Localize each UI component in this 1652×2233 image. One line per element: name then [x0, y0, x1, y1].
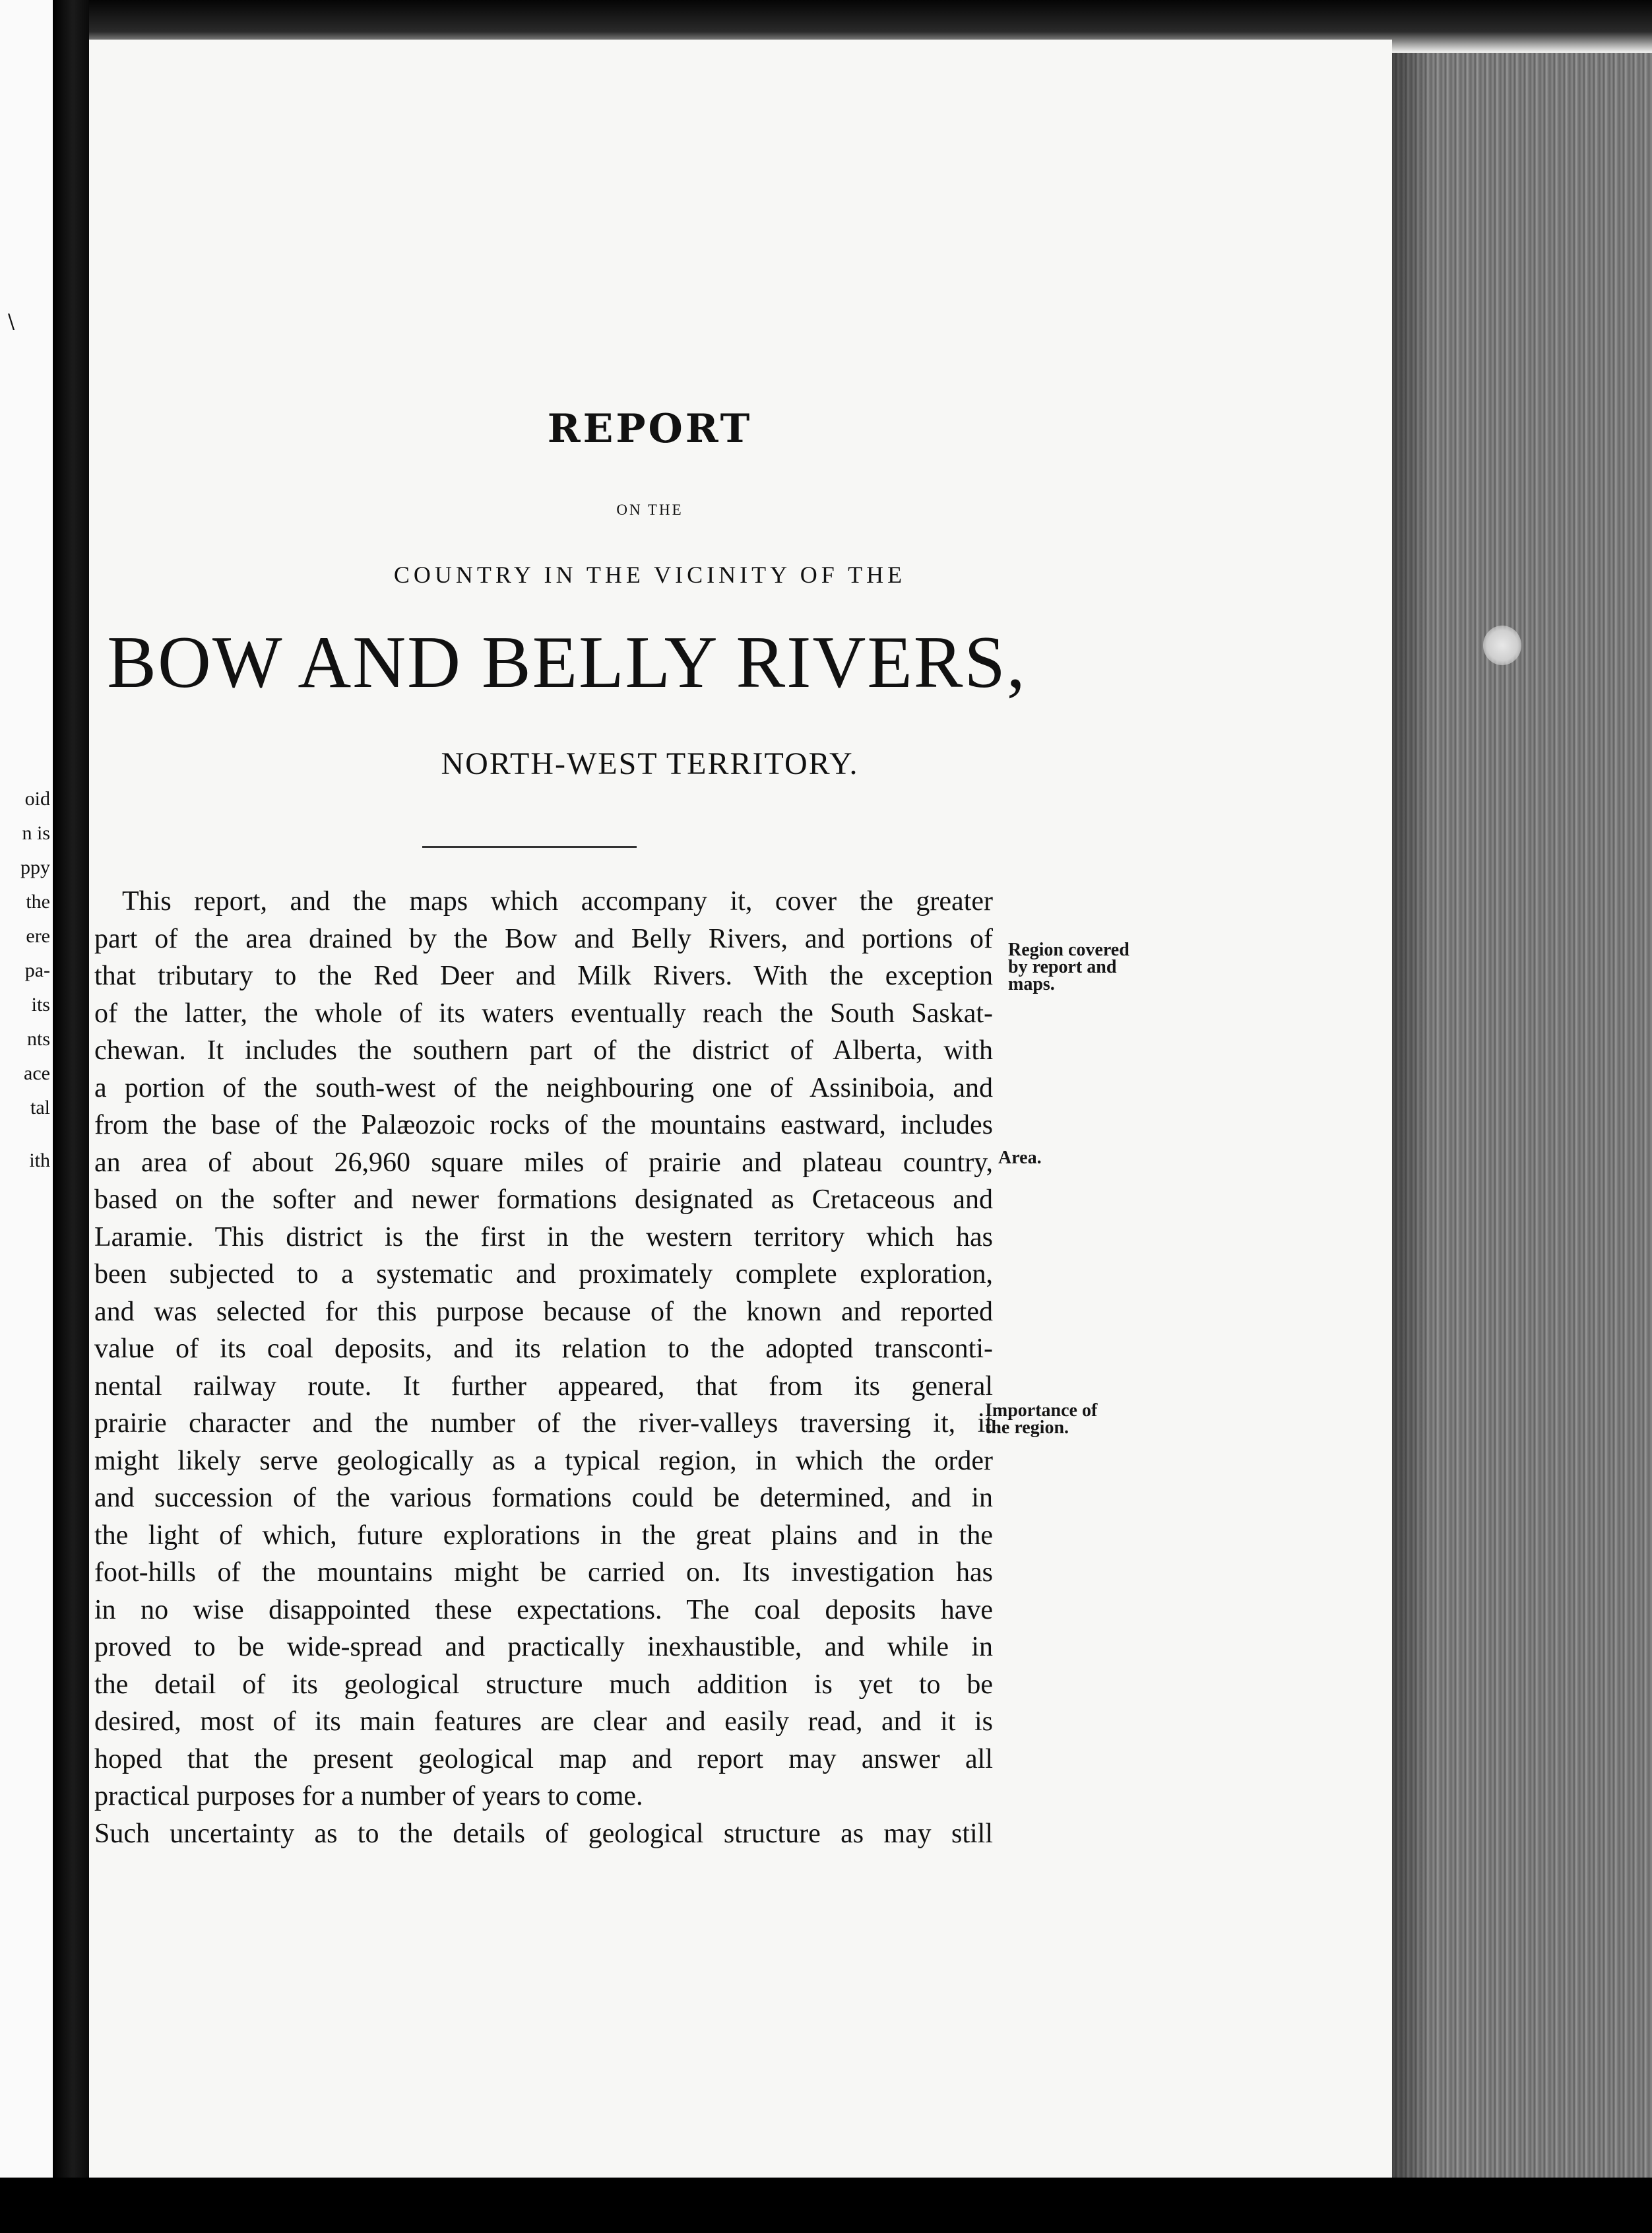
- body-line: that tributary to the Red Deer and Milk Rivers. With the exception: [94, 961, 993, 991]
- margin-note-line: Area.: [998, 1148, 1042, 1168]
- body-line: Such uncertainty as to the details of geological structure as may still: [94, 1818, 993, 1849]
- report-heading: REPORT: [547, 406, 753, 452]
- scan-bottom-border: [0, 2178, 1652, 2233]
- body-line: part of the area drained by the Bow and Belly Rivers, and portions of: [94, 923, 993, 954]
- body-line: been subjected to a systematic and proximately complete exploration,: [94, 1259, 993, 1289]
- previous-page-fragment: oid: [24, 788, 50, 810]
- previous-page-fragment: nts: [26, 1028, 50, 1050]
- margin-note-region: [1008, 942, 1129, 993]
- margin-note-line: maps.: [1008, 974, 1055, 994]
- body-line: from the base of the Palæozoic rocks of the mountains eastward, includes: [94, 1110, 993, 1140]
- previous-page-fragment: ace: [24, 1062, 50, 1084]
- body-line: the light of which, future explorations in the great plains and in the: [94, 1520, 993, 1551]
- body-line: nental railway route. It further appeared, that from its general: [94, 1371, 993, 1402]
- country-heading: COUNTRY IN THE VICINITY OF THE: [393, 562, 906, 588]
- body-line: Laramie. This district is the first in the western territory which has: [94, 1221, 993, 1252]
- book-page: [89, 40, 1392, 2178]
- margin-note-line: Region covered: [1008, 940, 1129, 960]
- previous-page-fragment: ith: [29, 1149, 50, 1171]
- body-line: prairie character and the number of the river-valleys traversing it, it: [94, 1408, 993, 1439]
- previous-page-fragments: [1, 782, 53, 1178]
- book-page-edges: [1392, 53, 1652, 2178]
- subtitle: NORTH-WEST TERRITORY.: [441, 746, 859, 781]
- margin-note-importance: [985, 1402, 1097, 1437]
- body-line: This report, and the maps which accompany it, cover the greater: [122, 886, 993, 917]
- body-line: desired, most of its main features are clear and easily read, and it is: [94, 1706, 993, 1737]
- body-paragraph: [89, 883, 993, 1852]
- previous-page-fragment: its: [31, 994, 50, 1016]
- margin-note-line: the region.: [985, 1417, 1069, 1438]
- previous-page-fragment: pa-: [24, 959, 50, 981]
- body-line: chewan. It includes the southern part of the district of Alberta, with: [94, 1035, 993, 1066]
- previous-page-mark: \: [8, 310, 15, 333]
- body-line: practical purposes for a number of years to come.: [94, 1781, 643, 1811]
- body-line: proved to be wide-spread and practically inexhaustible, and while in: [94, 1632, 993, 1662]
- body-line: of the latter, the whole of its waters eventually reach the South Saskat-: [94, 998, 993, 1029]
- body-line: the detail of its geological structure much addition is yet to be: [94, 1669, 993, 1700]
- body-line: and was selected for this purpose because of the known and reported: [94, 1296, 993, 1327]
- body-line: hoped that the present geological map and report may answer all: [94, 1743, 993, 1774]
- on-the-heading: ON THE: [616, 502, 683, 518]
- margin-note-line: by report and: [1008, 957, 1117, 977]
- body-line: might likely serve geologically as a typical region, in which the order: [94, 1445, 993, 1476]
- body-line: foot-hills of the mountains might be carried on. Its investigation has: [94, 1557, 993, 1588]
- previous-page-fragment: tal: [30, 1097, 50, 1118]
- previous-page-fragment: ppy: [20, 857, 50, 878]
- body-line: an area of about 26,960 square miles of prairie and plateau country,: [94, 1147, 993, 1178]
- main-title: BOW AND BELLY RIVERS,: [107, 622, 1027, 703]
- previous-page-fragment: ere: [26, 925, 50, 947]
- body-line: in no wise disappointed these expectations. The coal deposits have: [94, 1594, 993, 1625]
- body-line: and succession of the various formations could be determined, and in: [94, 1483, 993, 1513]
- previous-page-fragment: n is: [22, 822, 50, 844]
- title-divider: [422, 846, 637, 848]
- body-line: based on the softer and newer formations designated as Cretaceous and: [94, 1184, 993, 1215]
- margin-note-line: Importance of: [985, 1400, 1098, 1421]
- page-smudge: [1483, 626, 1521, 665]
- previous-page-fragment: the: [26, 891, 50, 913]
- previous-page-edge: [0, 0, 53, 2233]
- book-gutter: [53, 0, 89, 2233]
- body-line: value of its coal deposits, and its relation to the adopted transconti-: [94, 1334, 993, 1364]
- body-line: a portion of the south-west of the neighbouring one of Assiniboia, and: [94, 1072, 993, 1103]
- margin-note-area: [998, 1149, 1042, 1167]
